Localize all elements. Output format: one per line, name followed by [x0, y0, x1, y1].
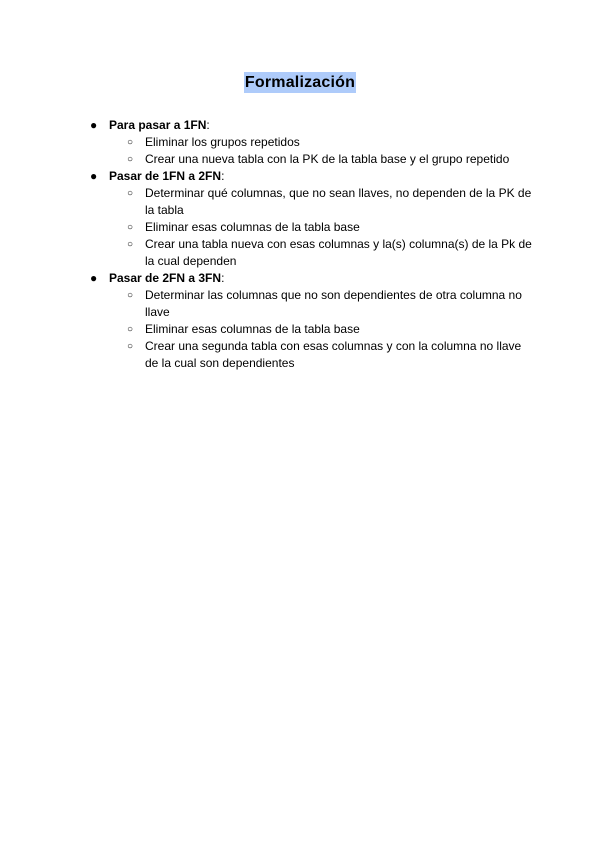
sub-list-text: Crear una segunda tabla con esas columnas y con la columna no llave de la cual son dependientes [145, 339, 522, 370]
sub-list-item [127, 338, 532, 372]
hollow-bullet-icon: ○ [127, 154, 134, 165]
sub-list-item [127, 321, 532, 338]
sub-list-text: Crear una tabla nueva con esas columnas y la(s) columna(s) de la Pk de la cual dependen [145, 237, 532, 268]
section-heading-bold: Pasar de 2FN a 3FN [109, 271, 222, 285]
sub-list-text: Determinar qué columnas, que no sean llaves, no dependen de la PK de la tabla [145, 186, 532, 217]
sub-list-text: Eliminar los grupos repetidos [145, 135, 300, 149]
section-item [92, 117, 532, 168]
hollow-bullet-icon: ○ [127, 239, 134, 250]
filled-bullet-icon: ● [90, 169, 98, 183]
section-heading [109, 168, 532, 185]
hollow-bullet-icon: ○ [127, 222, 134, 233]
filled-bullet-icon: ● [90, 118, 98, 132]
section-heading-suffix: : [221, 271, 225, 285]
sub-list-item [127, 287, 532, 321]
section-heading [109, 270, 532, 287]
sub-list [109, 134, 532, 168]
title-container [0, 72, 600, 93]
sub-list-item [127, 236, 532, 270]
sub-list [109, 185, 532, 270]
section-heading-bold: Para pasar a 1FN [109, 118, 207, 132]
hollow-bullet-icon: ○ [127, 341, 134, 352]
sub-list-text: Eliminar esas columnas de la tabla base [145, 322, 360, 336]
hollow-bullet-icon: ○ [127, 290, 134, 301]
sub-list-item [127, 134, 532, 151]
document-title: Formalización [244, 74, 356, 91]
section-list [92, 117, 532, 372]
section-heading-suffix: : [206, 118, 210, 132]
sub-list-item [127, 185, 532, 219]
section-heading-suffix: : [221, 169, 225, 183]
hollow-bullet-icon: ○ [127, 324, 134, 335]
section-item [92, 270, 532, 372]
sub-list-item [127, 151, 532, 168]
sub-list-text: Crear una nueva tabla con la PK de la tabla base y el grupo repetido [145, 152, 510, 166]
hollow-bullet-icon: ○ [127, 137, 134, 148]
section-heading-bold: Pasar de 1FN a 2FN [109, 169, 222, 183]
hollow-bullet-icon: ○ [127, 188, 134, 199]
sub-list-text: Determinar las columnas que no son dependientes de otra columna no llave [145, 288, 522, 319]
sub-list-item [127, 219, 532, 236]
section-heading [109, 117, 532, 134]
sub-list [109, 287, 532, 372]
filled-bullet-icon: ● [90, 271, 98, 285]
sub-list-text: Eliminar esas columnas de la tabla base [145, 220, 360, 234]
section-item [92, 168, 532, 270]
